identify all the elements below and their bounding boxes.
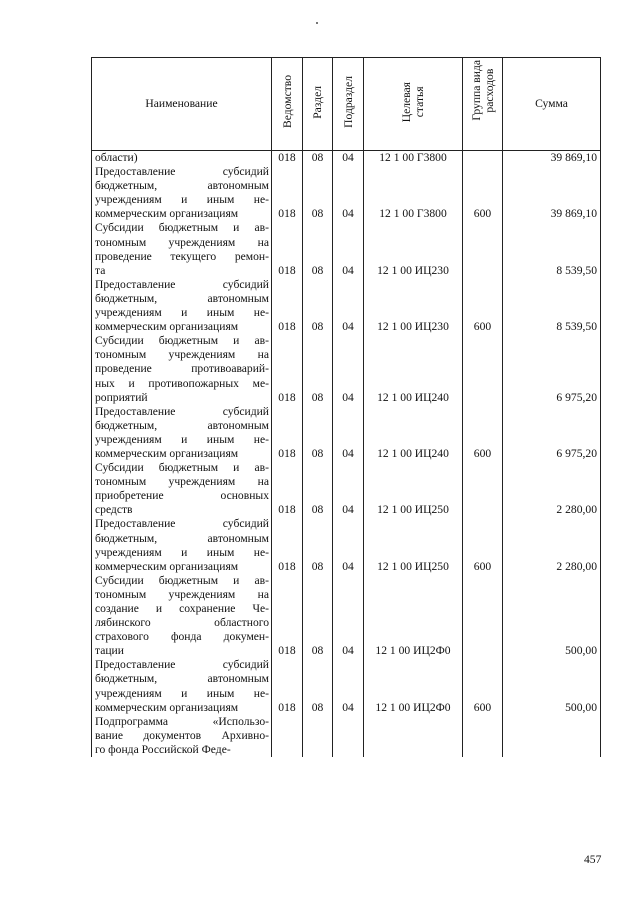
row-vedomstvo: 018 <box>272 334 303 404</box>
name-line: Субсидии бюджетным и ав- <box>95 461 269 475</box>
row-summa: 6 975,20 <box>503 334 601 404</box>
row-name <box>92 405 272 461</box>
name-line: тации <box>95 644 124 658</box>
row-summa: 8 539,50 <box>503 278 601 334</box>
row-razdel: 08 <box>303 278 333 334</box>
header-summa: Сумма <box>503 58 601 151</box>
name-line: проведение текущего ремон- <box>95 249 269 263</box>
name-line: Предоставление субсидий <box>95 277 269 291</box>
row-summa: 6 975,20 <box>503 405 601 461</box>
name-line: Подпрограмма «Использо- <box>95 714 269 728</box>
row-podrazdel: 04 <box>333 658 364 714</box>
row-summa: 8 539,50 <box>503 221 601 277</box>
table-row <box>92 574 601 659</box>
row-podrazdel: 04 <box>333 405 364 461</box>
row-tselevaya-statya: 12 1 00 ИЦ250 <box>364 461 463 517</box>
row-gruppa: 600 <box>463 405 503 461</box>
row-gruppa <box>463 574 503 659</box>
name-line: учреждениям и иным не- <box>95 193 269 207</box>
row-tselevaya-statya: 12 1 00 ИЦ230 <box>364 278 463 334</box>
name-line: бюджетным, автономным <box>95 291 269 305</box>
name-line: тономным учреждениям на <box>95 235 269 249</box>
name-line: бюджетным, автономным <box>95 418 269 432</box>
row-name <box>92 715 272 757</box>
row-razdel: 08 <box>303 658 333 714</box>
row-name <box>92 658 272 714</box>
table-row <box>92 658 601 714</box>
row-podrazdel: 04 <box>333 221 364 277</box>
row-razdel: 08 <box>303 574 333 659</box>
row-tselevaya-statya: 12 1 00 Г3800 <box>364 151 463 166</box>
budget-table <box>91 57 601 757</box>
row-vedomstvo: 018 <box>272 165 303 221</box>
row-vedomstvo: 018 <box>272 461 303 517</box>
row-razdel: 08 <box>303 221 333 277</box>
row-razdel: 08 <box>303 151 333 166</box>
name-line: страхового фонда докумен- <box>95 630 269 644</box>
row-podrazdel: 04 <box>333 334 364 404</box>
table-row <box>92 405 601 461</box>
row-tselevaya-statya: 12 1 00 ИЦ240 <box>364 334 463 404</box>
table-row <box>92 334 601 404</box>
row-name <box>92 221 272 277</box>
name-line: коммерческим организациям <box>95 446 239 460</box>
table-row <box>92 715 601 757</box>
row-name <box>92 334 272 404</box>
row-podrazdel: 04 <box>333 461 364 517</box>
table-row <box>92 221 601 277</box>
row-gruppa <box>463 151 503 166</box>
header-name: Наименование <box>92 58 272 151</box>
name-line: тономным учреждениям на <box>95 475 269 489</box>
row-razdel <box>303 715 333 757</box>
page-number: 457 <box>584 853 602 866</box>
row-summa: 500,00 <box>503 574 601 659</box>
row-tselevaya-statya: 12 1 00 ИЦ2Ф0 <box>364 574 463 659</box>
row-summa: 39 869,10 <box>503 165 601 221</box>
name-line: Предоставление субсидий <box>95 517 269 531</box>
row-vedomstvo: 018 <box>272 658 303 714</box>
name-line: учреждениям и иным не- <box>95 686 269 700</box>
row-gruppa <box>463 715 503 757</box>
name-line: ных и противопожарных ме- <box>95 376 269 390</box>
row-razdel: 08 <box>303 517 333 573</box>
row-summa: 2 280,00 <box>503 517 601 573</box>
row-vedomstvo: 018 <box>272 278 303 334</box>
row-gruppa: 600 <box>463 165 503 221</box>
name-line: учреждениям и иным не- <box>95 306 269 320</box>
name-line: учреждениям и иным не- <box>95 545 269 559</box>
name-line: проведение противоаварий- <box>95 362 269 376</box>
row-podrazdel: 04 <box>333 517 364 573</box>
row-vedomstvo <box>272 715 303 757</box>
row-tselevaya-statya: 12 1 00 Г3800 <box>364 165 463 221</box>
row-name <box>92 574 272 659</box>
header-podrazdel: Подраздел <box>333 58 364 151</box>
table-row <box>92 461 601 517</box>
name-line: Предоставление субсидий <box>95 404 269 418</box>
row-gruppa: 600 <box>463 658 503 714</box>
row-vedomstvo: 018 <box>272 221 303 277</box>
row-razdel: 08 <box>303 461 333 517</box>
row-razdel: 08 <box>303 405 333 461</box>
name-line: создание и сохранение Че- <box>95 602 269 615</box>
table-row <box>92 151 601 166</box>
name-line: коммерческим организациям <box>95 320 239 334</box>
name-line: коммерческим организациям <box>95 700 239 714</box>
scan-speck <box>316 22 318 24</box>
name-line: бюджетным, автономным <box>95 179 269 193</box>
name-line: Субсидии бюджетным и ав- <box>95 573 269 587</box>
row-name <box>92 151 272 166</box>
name-line: тономным учреждениям на <box>95 348 269 362</box>
row-tselevaya-statya <box>364 715 463 757</box>
row-gruppa: 600 <box>463 517 503 573</box>
name-line: роприятий <box>95 390 148 404</box>
name-line: та <box>95 263 106 277</box>
name-line: Предоставление субсидий <box>95 165 269 179</box>
name-line: коммерческим организациям <box>95 559 239 573</box>
row-vedomstvo: 018 <box>272 517 303 573</box>
row-gruppa <box>463 334 503 404</box>
row-tselevaya-statya: 12 1 00 ИЦ250 <box>364 517 463 573</box>
row-podrazdel <box>333 715 364 757</box>
row-vedomstvo: 018 <box>272 405 303 461</box>
row-summa: 39 869,10 <box>503 151 601 166</box>
row-tselevaya-statya: 12 1 00 ИЦ240 <box>364 405 463 461</box>
name-line: Предоставление субсидий <box>95 658 269 672</box>
table-row <box>92 517 601 573</box>
row-name <box>92 165 272 221</box>
row-gruppa <box>463 461 503 517</box>
name-line: средств <box>95 503 133 517</box>
row-tselevaya-statya: 12 1 00 ИЦ230 <box>364 221 463 277</box>
row-gruppa <box>463 221 503 277</box>
header-razdel: Раздел <box>303 58 333 151</box>
name-line: лябинского областного <box>95 616 269 630</box>
header-vedomstvo: Ведомство <box>272 58 303 151</box>
row-podrazdel: 04 <box>333 151 364 166</box>
row-name <box>92 517 272 573</box>
row-vedomstvo: 018 <box>272 574 303 659</box>
name-line: приобретение основных <box>95 489 269 503</box>
name-line: бюджетным, автономным <box>95 672 269 686</box>
row-razdel: 08 <box>303 165 333 221</box>
name-line: учреждениям и иным не- <box>95 432 269 446</box>
name-line: Субсидии бюджетным и ав- <box>95 334 269 348</box>
row-podrazdel: 04 <box>333 165 364 221</box>
row-podrazdel: 04 <box>333 278 364 334</box>
row-summa <box>503 715 601 757</box>
table-row <box>92 278 601 334</box>
name-line: Субсидии бюджетным и ав- <box>95 221 269 235</box>
header-gruppa-vida-rashodov: Группа вида расходов <box>463 58 503 151</box>
row-summa: 2 280,00 <box>503 461 601 517</box>
name-line: области) <box>95 151 138 164</box>
name-line: го фонда Российской Феде- <box>95 742 231 756</box>
name-line: коммерческим организациям <box>95 207 239 221</box>
row-podrazdel: 04 <box>333 574 364 659</box>
row-gruppa: 600 <box>463 278 503 334</box>
name-line: вание документов Архивно- <box>95 728 269 742</box>
table-row <box>92 165 601 221</box>
row-name <box>92 461 272 517</box>
row-summa: 500,00 <box>503 658 601 714</box>
name-line: тономным учреждениям на <box>95 587 269 601</box>
row-razdel: 08 <box>303 334 333 404</box>
header-tselevaya-statya: Целевая статья <box>364 58 463 151</box>
row-tselevaya-statya: 12 1 00 ИЦ2Ф0 <box>364 658 463 714</box>
row-vedomstvo: 018 <box>272 151 303 166</box>
header-row <box>92 58 601 151</box>
name-line: бюджетным, автономным <box>95 531 269 545</box>
row-name <box>92 278 272 334</box>
